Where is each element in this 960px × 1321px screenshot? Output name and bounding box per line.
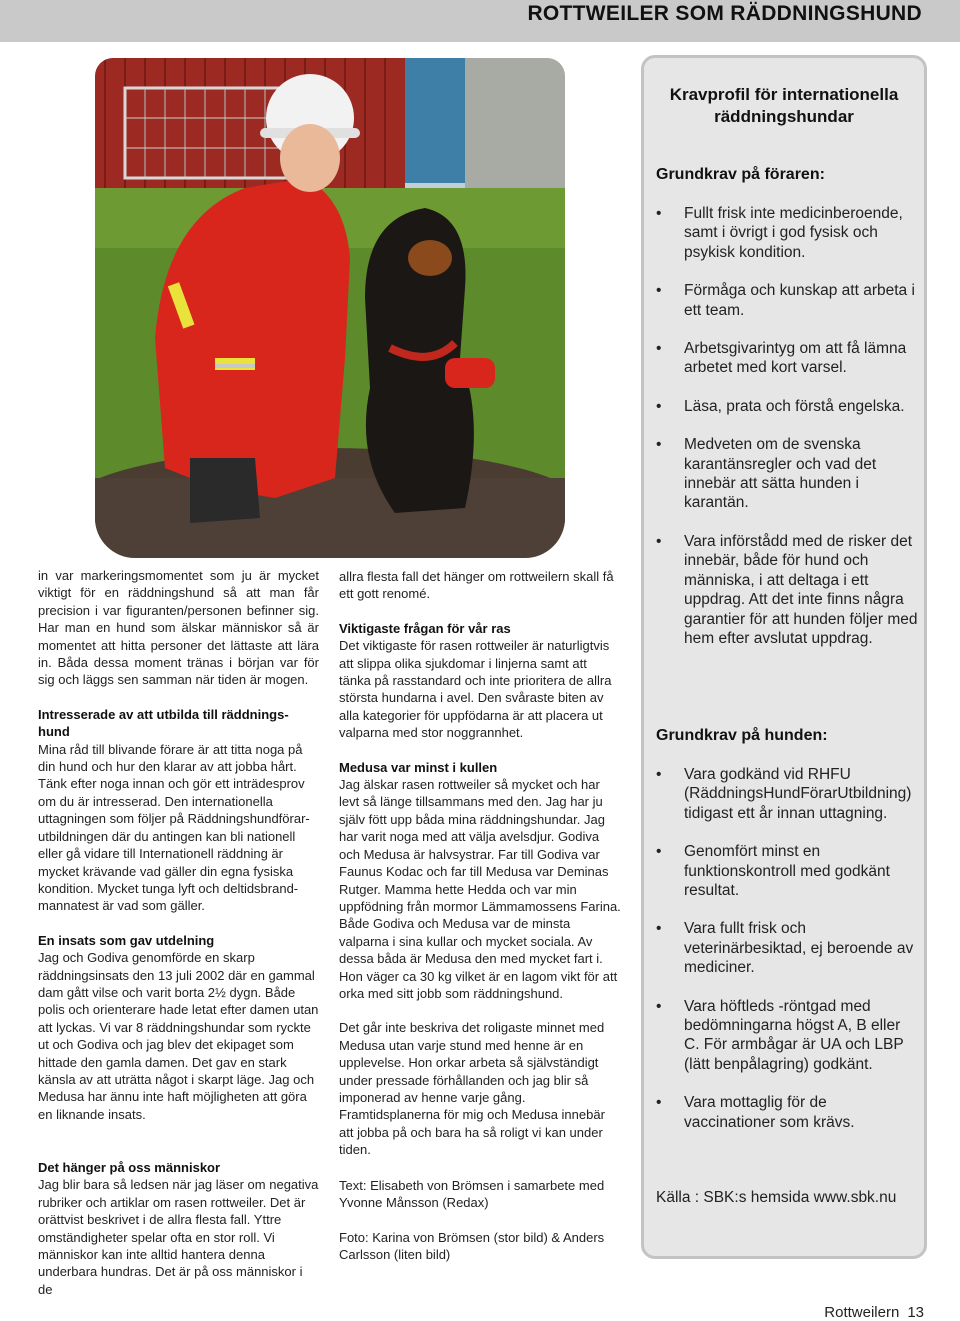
col1-heading-people: Det hänger på oss människor	[38, 1160, 221, 1175]
col1-paragraph-insats: Jag och Godiva genomförde en skarp räddningsinsats den 13 juli 2002 där en gammal dam gått vilse och varit borta 2½ dygn. Både polis och orienterare hade letat efter damen utan att lyckas. Vi var 8 räddningshundar som ryckte ut och Godiva och jag blev det ekipaget som hittade den gamla damen. Det gav en stark känsla av att uträtta något i skarpt läge. Jag och Medusa har ännu inte haft möjligheten att göra en liknande insats.	[38, 950, 319, 1122]
credits	[339, 1177, 622, 1281]
col1-paragraph-people: Jag blir bara så ledsen när jag läser om negativa rubriker och artiklar om rasen rottweiler. Det är orättvist beskrivet i de allra flesta fall. Yttre omständigheter spelar ofta en stor roll. Vi människor kan inte alltid hantera denna underbara hundras. Det är på oss människor i de	[38, 1177, 319, 1297]
article-column-2	[339, 568, 622, 1176]
col1-heading-train: Intresserade av att utbilda till räddnings-hund	[38, 706, 289, 740]
list-item: • Vara godkänd vid RHFU (RäddningsHundFörarUtbildning) tidigast ett år innan uttagning.	[656, 765, 918, 823]
list-item: • Fullt frisk inte medicinberoende, samt i övrigt i god fysisk och psykisk kondition.	[656, 204, 918, 262]
list-item: • Vara fullt frisk och veterinärbesiktad, ej beroende av mediciner.	[656, 919, 918, 977]
col2-intro: allra flesta fall det hänger om rottweilern skall få ett gott renomé.	[339, 569, 614, 602]
rescue-handler-with-rottweiler-photo	[95, 58, 565, 558]
dog-requirements-list	[656, 765, 918, 1151]
col2-paragraph-medusa: Jag älskar rasen rottweiler så mycket och har levt så länge tillsammans med den. Jag har ju själv fött upp båda mina räddningshundar. Jag har varit noga med att välja avelsdjur. Godiva och Medusa är halvsystrar. Far till Godiva var Faunus Kodac och far till Medusa var Deminas Rutger. Mamma hette Hedda och var min uppfödning från mormor Lämmamossens Farina. Både Godiva och Medusa var de minsta valparna i sina kullar och mycket sociala. Av dessa båda är Medusa den med mycket fart i. Hon väger ca 30 kg vilket är en lagom vikt för att orka med sitt jobb som räddningshund.	[339, 777, 621, 1001]
sidebar-source: Källa : SBK:s hemsida www.sbk.nu	[656, 1189, 897, 1206]
col2-heading-medusa: Medusa var minst i kullen	[339, 759, 498, 775]
handler-requirements-list	[656, 204, 918, 667]
list-item: • Vara höftleds -röntgad med bedömningarna högst A, B eller C. För armbågar är UA och LBP (lätt benpålagring) godkänt.	[656, 997, 918, 1075]
requirements-sidebar	[641, 55, 927, 1259]
sidebar-title: Kravprofil för internationella räddningshundar	[669, 85, 899, 126]
col2-paragraph-breed: Det viktigaste för rasen rottweiler är naturligtvis att slippa olika sjukdomar i linjerna samt att tänka på rasstandard och inte prioritera de allra största hundarna i avel. Den svåraste biten av alla kategorier för uppfödarna är att placera ut valparna med stor noggrannhet.	[339, 638, 612, 741]
list-item: • Arbetsgivarintyg om att få lämna arbetet med kort varsel.	[656, 339, 918, 378]
list-item: • Vara införstådd med de risker det innebär, både för hund och människa, i att deltaga i ett uppdrag. Att det inte finns några garantier för att hunden följer med hem efter avslutat uppdrag.	[656, 532, 918, 648]
handler-requirements-heading: Grundkrav på föraren:	[656, 166, 825, 183]
col2-heading-breed: Viktigaste frågan för vår ras	[339, 620, 511, 636]
dog-requirements-heading: Grundkrav på hunden:	[656, 727, 828, 744]
article-column-1	[38, 567, 319, 1140]
list-item: • Medveten om de svenska karantänsregler och vad det innebär att sätta hunden i karantän.	[656, 435, 918, 513]
magazine-name: Rottweilern	[824, 1304, 900, 1321]
page-header-title: ROTTWEILER SOM RÄDDNINGSHUND	[527, 2, 922, 25]
page-number: 13	[907, 1304, 924, 1321]
col1-heading-insats: En insats som gav utdelning	[38, 932, 215, 948]
col1-intro: in var markeringsmomentet som ju är mycket viktigt för en räddningshund så att man får precision i var figuranten/personen befinner sig. Har man en hund som älskar människor så är momentet att hitta personer det lättaste att lära in. Båda dessa moment tränas i början var för sig och läggs sen samman när tiden är mogen.	[38, 568, 319, 688]
list-item: • Förmåga och kunskap att arbeta i ett team.	[656, 281, 918, 320]
credit-photo: Foto: Karina von Brömsen (stor bild) & Anders Carlsson (liten bild)	[339, 1229, 605, 1263]
list-item: • Vara mottaglig för de vaccinationer som krävs.	[656, 1093, 918, 1132]
page-footer	[824, 1304, 924, 1321]
list-item: • Genomfört minst en funktionskontroll med godkänt resultat.	[656, 842, 918, 900]
list-item: • Läsa, prata och förstå engelska.	[656, 397, 918, 416]
article-column-1-bottom	[38, 1159, 319, 1298]
credit-text: Text: Elisabeth von Brömsen i samarbete med Yvonne Månsson (Redax)	[339, 1178, 605, 1211]
col2-paragraph-memory: Det går inte beskriva det roligaste minnet med Medusa utan varje stund med henne är en upplevelse. Hon orkar arbeta så självständigt under pressade förhållanden och jag blir så imponerad av henne varje gång. Framtidsplanerna för mig och Medusa innebär att jobba på och bara ha så roligt vi kan under tiden.	[339, 1020, 605, 1158]
col1-paragraph-train: Mina råd till blivande förare är att titta noga på din hund och hur den klarar av att jobba hårt. Tänk efter noga innan och gör ett inträdesprov om du är intresserad. Den internationella uttagningen som följer på Räddningshundförar-utbildningen där du antingen kan bli nationell eller gå vidare till Internationell räddning är mycket krävande vad gäller din egna fysiska kondition. Mycket tunga lyft och deltidsbrand-mannatest är vad som gäller.	[38, 741, 310, 914]
